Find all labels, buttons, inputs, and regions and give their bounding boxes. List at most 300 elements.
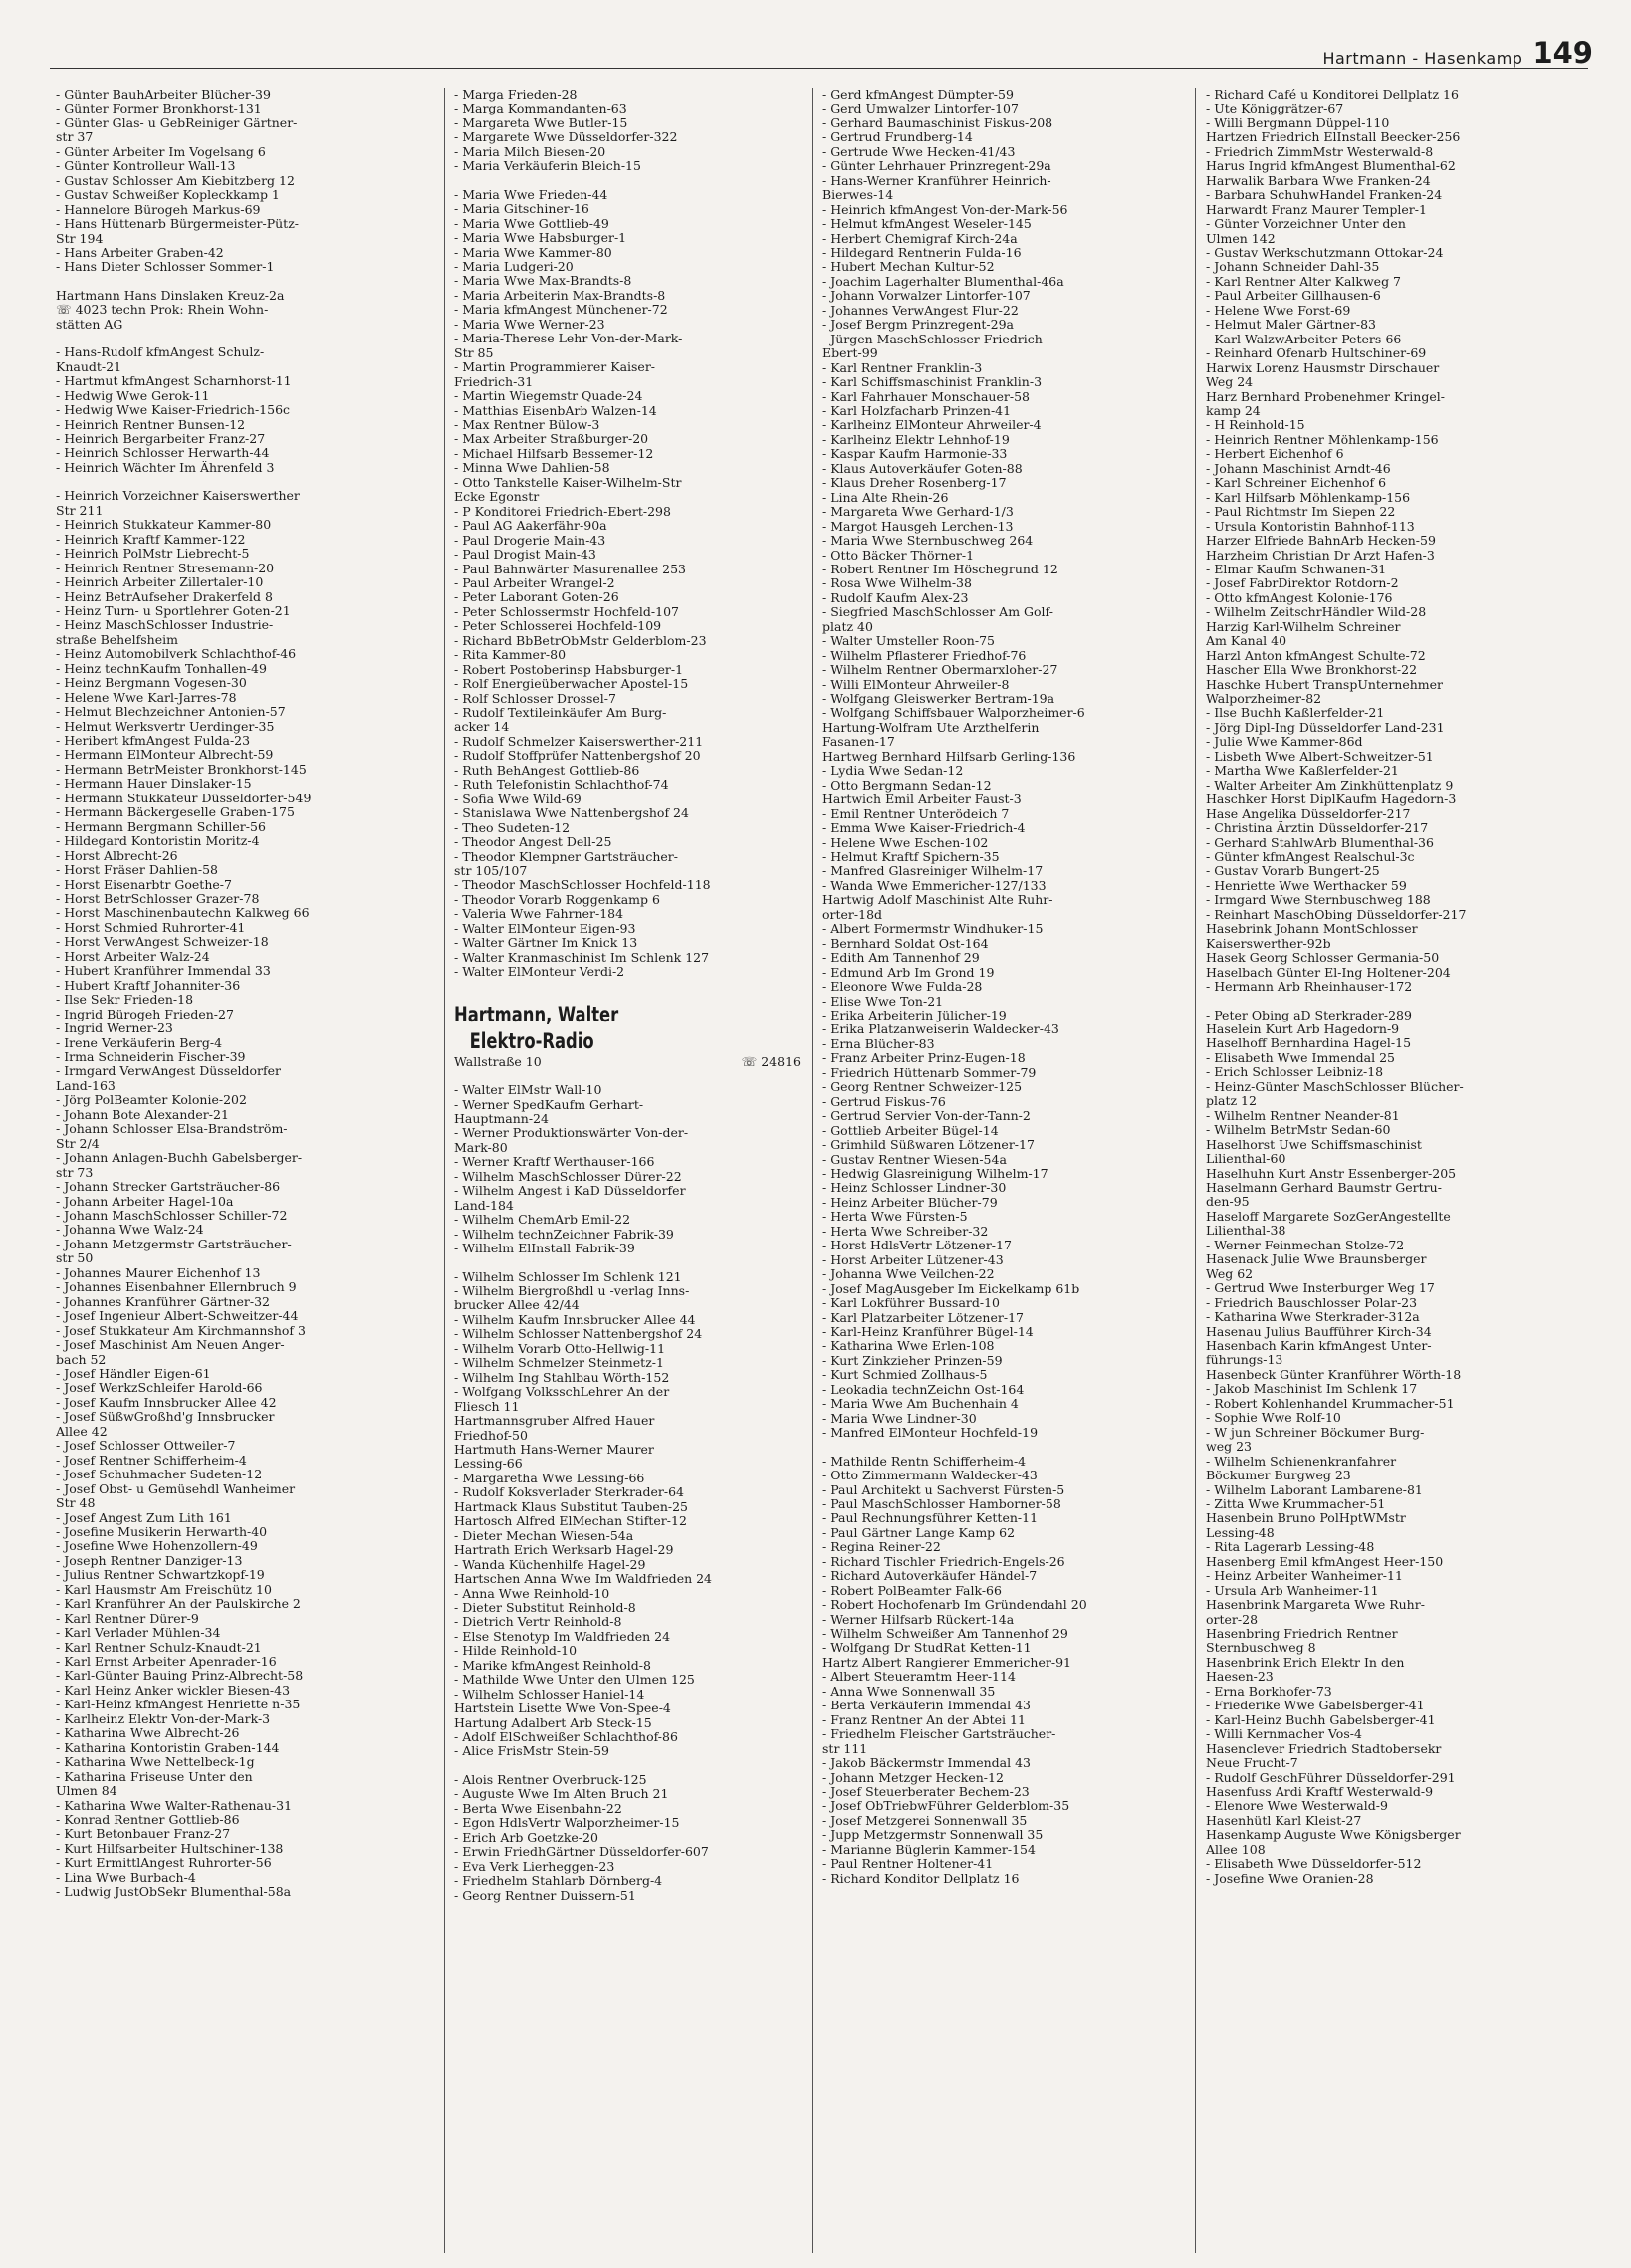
directory-entry: kamp 24 — [1206, 403, 1261, 418]
directory-entry: - Auguste Wwe Im Alten Bruch 21 — [454, 1787, 669, 1802]
directory-entry: - Kurt Hilfsarbeiter Hultschiner-138 — [56, 1841, 284, 1856]
directory-entry: str 111 — [822, 1741, 868, 1756]
directory-entry: - Karl Schreiner Eichenhof 6 — [1206, 476, 1387, 491]
directory-entry: - Walter ElMonteur Verdi-2 — [454, 965, 625, 980]
directory-entry: - Paul Bahnwärter Masurenallee 253 — [454, 562, 686, 576]
directory-entry: - Paul Gärtner Lange Kamp 62 — [822, 1525, 1016, 1540]
directory-entry: - Karl Rentner Schulz-Knaudt-21 — [56, 1640, 262, 1655]
directory-entry: - Maria Ludgeri-20 — [454, 259, 574, 274]
directory-entry: - Rudolf Koksverlader Sterkrader-64 — [454, 1485, 684, 1500]
page-number: 149 — [1532, 36, 1593, 70]
directory-entry: - Manfred ElMonteur Hochfeld-19 — [822, 1426, 1039, 1441]
column-1 — [56, 88, 414, 2253]
directory-entry: - Hermann Hauer Dinslaker-15 — [56, 777, 252, 792]
directory-entry: - Paul Arbeiter Wrangel-2 — [454, 575, 615, 590]
directory-entry: - Karl Rentner Dürer-9 — [56, 1611, 199, 1626]
directory-entry: - Horst HdlsVertr Lötzener-17 — [822, 1239, 1012, 1253]
directory-entry: - Katharina Kontoristin Graben-144 — [56, 1740, 280, 1755]
directory-entry: - Hans-Werner Kranführer Heinrich- — [822, 173, 1051, 188]
directory-entry: Fliesch 11 — [454, 1399, 520, 1414]
directory-entry: - Erna Blücher-83 — [822, 1036, 935, 1051]
directory-entry: - Ursula Arb Wanheimer-11 — [1206, 1583, 1379, 1598]
directory-entry: - Josef MagAusgeber Im Eickelkamp 61b — [822, 1281, 1080, 1296]
directory-entry: - Walter ElMstr Wall-10 — [454, 1083, 602, 1098]
directory-entry: - Horst Fräser Dahlien-58 — [56, 863, 218, 878]
directory-entry: Str 211 — [56, 503, 104, 518]
directory-entry: - Heinrich Wächter Im Ährenfeld 3 — [56, 460, 275, 475]
directory-entry: - Paul Architekt u Sachverst Fürsten-5 — [822, 1482, 1065, 1497]
directory-entry: Hase Angelika Düsseldorfer-217 — [1206, 806, 1411, 821]
directory-entry: - Michael Hilfsarb Bessemer-12 — [454, 446, 654, 461]
directory-entry: - Jakob Maschinist Im Schlenk 17 — [1206, 1382, 1418, 1397]
directory-entry: - Katharina Wwe Nettelbeck-1g — [56, 1755, 255, 1770]
directory-entry: Weg 62 — [1206, 1266, 1254, 1281]
directory-entry: - Heinz Automobilverk Schlachthof-46 — [56, 647, 297, 662]
directory-entry: - Walter Gärtner Im Knick 13 — [454, 936, 638, 951]
directory-entry: - Martha Wwe Kaßlerfelder-21 — [1206, 764, 1399, 779]
directory-entry: - Katharina Wwe Sterkrader-312a — [1206, 1310, 1420, 1325]
directory-entry: - Wilhelm ElInstall Fabrik-39 — [454, 1242, 635, 1256]
directory-entry: - Henriette Wwe Werthacker 59 — [1206, 878, 1407, 893]
directory-entry: - Gustav Rentner Wiesen-54a — [822, 1152, 1007, 1167]
directory-entry: - Otto Bergmann Sedan-12 — [822, 778, 992, 793]
directory-entry: - Maria Wwe Max-Brandts-8 — [454, 274, 632, 289]
directory-entry: - Josef Metzgerei Sonnenwall 35 — [822, 1813, 1028, 1828]
directory-entry: - Maria Wwe Habsburger-1 — [454, 231, 627, 246]
directory-entry: - Margareta Wwe Gerhard-1/3 — [822, 505, 1014, 520]
directory-entry: - Josef ObTriebwFührer Gelderblom-35 — [822, 1799, 1070, 1814]
directory-entry: - Julius Rentner Schwartzkopf-19 — [56, 1568, 265, 1583]
directory-entry: - P Konditorei Friedrich-Ebert-298 — [454, 504, 671, 519]
directory-entry: - Wilhelm Schlosser Im Schlenk 121 — [454, 1269, 682, 1284]
directory-entry: - Marike kfmAngest Reinhold-8 — [454, 1658, 651, 1673]
directory-entry: Hasenau Julius Baufführer Kirch-34 — [1206, 1324, 1432, 1339]
directory-entry: - Gustav Schweißer Kopleckkamp 1 — [56, 188, 280, 203]
directory-entry: - Elise Wwe Ton-21 — [822, 994, 944, 1009]
directory-entry: - Berta Verkäuferin Immendal 43 — [822, 1699, 1031, 1713]
directory-entry: - Georg Rentner Schweizer-125 — [822, 1080, 1023, 1095]
directory-entry: - Irene Verkäuferin Berg-4 — [56, 1035, 223, 1050]
directory-entry: - Gertrud Fiskus-76 — [822, 1094, 946, 1109]
directory-entry: - Karl Hausmstr Am Freischütz 10 — [56, 1582, 272, 1597]
directory-entry: - Johannes Maurer Eichenhof 13 — [56, 1265, 261, 1280]
directory-entry: - Johann Metzger Hecken-12 — [822, 1770, 1004, 1785]
directory-entry: - Horst Arbeiter Walz-24 — [56, 949, 210, 964]
directory-entry: - Josef FabrDirektor Rotdorn-2 — [1206, 576, 1399, 591]
directory-entry: - Dieter Mechan Wiesen-54a — [454, 1528, 634, 1543]
directory-entry: - Gertrud Servier Von-der-Tann-2 — [822, 1109, 1031, 1124]
directory-entry: Haschker Horst DiplKaufm Hagedorn-3 — [1206, 793, 1457, 807]
directory-entry: - Heinz MaschSchlosser Industrie- — [56, 618, 274, 633]
directory-entry: - Franz Arbeiter Prinz-Eugen-18 — [822, 1051, 1026, 1066]
directory-entry: - Rudolf Stoffprüfer Nattenbergshof 20 — [454, 749, 701, 764]
directory-entry: - Edmund Arb Im Grond 19 — [822, 965, 995, 980]
directory-entry: Harwalik Barbara Wwe Franken-24 — [1206, 173, 1431, 188]
directory-entry: Hartung Adalbert Arb Steck-15 — [454, 1715, 652, 1730]
directory-entry: - Wolfgang Gleiswerker Bertram-19a — [822, 692, 1055, 707]
directory-entry: - Klaus Autoverkäufer Goten-88 — [822, 461, 1023, 476]
directory-entry: - Karl-Heinz Kranführer Bügel-14 — [822, 1324, 1034, 1339]
directory-entry: - Emma Wwe Kaiser-Friedrich-4 — [822, 821, 1026, 836]
directory-entry: platz 40 — [822, 619, 873, 634]
directory-entry: - Erich Arb Goetzke-20 — [454, 1830, 598, 1845]
directory-entry: platz 12 — [1206, 1094, 1257, 1109]
directory-entry: Land-184 — [454, 1198, 514, 1213]
directory-entry: - Maria Wwe Gottlieb-49 — [454, 216, 609, 231]
directory-entry: Hasenberg Emil kfmAngest Heer-150 — [1206, 1554, 1444, 1569]
directory-entry: - Otto kfmAngest Kolonie-176 — [1206, 590, 1393, 605]
directory-entry: - Else Stenotyp Im Waldfrieden 24 — [454, 1629, 671, 1644]
directory-entry: Harzer Elfriede BahnArb Hecken-59 — [1206, 534, 1436, 549]
directory-entry: - Ilse Buchh Kaßlerfelder-21 — [1206, 706, 1385, 721]
directory-entry: - Richard Autoverkäufer Händel-7 — [822, 1569, 1038, 1584]
directory-entry: - Karl Schiffsmaschinist Franklin-3 — [822, 375, 1043, 390]
directory-entry: - Peter Schlosserei Hochfeld-109 — [454, 619, 662, 634]
directory-entry: Neue Frucht-7 — [1206, 1756, 1298, 1771]
directory-entry: Ecke Egonstr — [454, 490, 540, 505]
directory-entry: - Maria Wwe Lindner-30 — [822, 1411, 977, 1426]
directory-entry: - Emil Rentner Unterödeich 7 — [822, 806, 1010, 821]
column-divider — [812, 88, 813, 2253]
directory-entry: Hartosch Alfred ElMechan Stifter-12 — [454, 1514, 687, 1529]
directory-entry: - Horst Maschinenbautechn Kalkweg 66 — [56, 906, 310, 921]
directory-entry: - Josef Schuhmacher Sudeten-12 — [56, 1468, 263, 1482]
heading-advertisement: Hartmann, Walter — [454, 1002, 619, 1026]
heading-advertisement: Elektro-Radio — [469, 1028, 594, 1053]
directory-entry: - Paul MaschSchlosser Hamborner-58 — [822, 1496, 1061, 1511]
directory-entry: Hartmuth Hans-Werner Maurer — [454, 1442, 654, 1457]
directory-entry: - Wilhelm technZeichner Fabrik-39 — [454, 1227, 674, 1242]
directory-entry: - Theodor MaschSchlosser Hochfeld-118 — [454, 878, 711, 893]
directory-entry: - Richard Tischler Friedrich-Engels-26 — [822, 1554, 1065, 1569]
directory-entry: - Paul Rentner Holtener-41 — [822, 1857, 994, 1872]
directory-entry: - Sofia Wwe Wild-69 — [454, 792, 582, 806]
directory-entry: - Karl Ernst Arbeiter Apenrader-16 — [56, 1655, 277, 1670]
directory-entry: - Karl Platzarbeiter Lötzener-17 — [822, 1310, 1024, 1325]
directory-entry: ☏ 4023 techn Prok: Rhein Wohn- — [56, 303, 269, 318]
directory-entry: - Wilhelm Vorarb Otto-Hellwig-11 — [454, 1341, 666, 1356]
directory-entry: - Johann Bote Alexander-21 — [56, 1107, 229, 1122]
directory-entry: - Maria Wwe Sternbuschweg 264 — [822, 534, 1034, 549]
directory-entry: Harwardt Franz Maurer Templer-1 — [1206, 202, 1427, 217]
directory-entry: - Helmut kfmAngest Weseler-145 — [822, 217, 1032, 232]
directory-entry: Str 85 — [454, 345, 494, 360]
directory-entry: - Johann Strecker Gartsträucher-86 — [56, 1180, 281, 1195]
directory-entry: - Karl-Heinz Buchh Gabelsberger-41 — [1206, 1712, 1436, 1727]
directory-entry: - Hans-Rudolf kfmAngest Schulz- — [56, 345, 265, 360]
directory-entry: - Heinrich Kraftf Kammer-122 — [56, 532, 246, 547]
directory-entry: - Lisbeth Wwe Albert-Schweitzer-51 — [1206, 749, 1434, 764]
directory-entry: - Friedhelm Fleischer Gartsträucher- — [822, 1727, 1056, 1742]
directory-entry: - Herta Wwe Fürsten-5 — [822, 1210, 968, 1225]
ad-phone: ☏ 24816 — [741, 1054, 801, 1069]
directory-entry: Walporzheimer-82 — [1206, 692, 1322, 707]
directory-entry: - Irmgard VerwAngest Düsseldorfer — [56, 1064, 282, 1079]
directory-entry: - Richard Konditor Dellplatz 16 — [822, 1871, 1020, 1886]
directory-entry: - Günter Vorzeichner Unter den — [1206, 217, 1406, 232]
directory-entry: - Johann MaschSchlosser Schiller-72 — [56, 1208, 288, 1223]
directory-entry: - Johann Metzgermstr Gartsträucher- — [56, 1237, 292, 1251]
directory-entry: - Willi ElMonteur Ahrweiler-8 — [822, 677, 1010, 692]
directory-entry: - Rudolf Kaufm Alex-23 — [822, 590, 969, 605]
directory-entry: - Heinrich Rentner Möhlenkamp-156 — [1206, 432, 1439, 447]
directory-entry: Str 48 — [56, 1496, 96, 1511]
directory-entry: - Paul Rechnungsführer Ketten-11 — [822, 1511, 1039, 1526]
directory-entry: - Theodor Vorarb Roggenkamp 6 — [454, 892, 660, 907]
directory-entry: - Heinz BetrAufseher Drakerfeld 8 — [56, 589, 273, 604]
directory-entry: - Karl-Heinz kfmAngest Henriette n-35 — [56, 1698, 301, 1712]
directory-entry: führungs-13 — [1206, 1353, 1283, 1368]
directory-entry: - Johanna Wwe Walz-24 — [56, 1223, 204, 1238]
directory-entry: - Margarete Wwe Düsseldorfer-322 — [454, 130, 678, 145]
directory-entry: - Peter Laborant Goten-26 — [454, 590, 619, 605]
directory-entry: - Heinz Turn- u Sportlehrer Goten-21 — [56, 603, 291, 618]
directory-entry: Haselhorst Uwe Schiffsmaschinist — [1206, 1137, 1422, 1152]
column-4 — [1206, 88, 1564, 2253]
directory-entry: - Robert Hochofenarb Im Gründendahl 20 — [822, 1598, 1087, 1613]
directory-entry: - Elisabeth Wwe Immendal 25 — [1206, 1050, 1395, 1065]
directory-entry: - Horst Eisenarbtr Goethe-7 — [56, 877, 232, 892]
directory-entry: - Otto Zimmermann Waldecker-43 — [822, 1469, 1038, 1483]
directory-entry: - Günter BauhArbeiter Blücher-39 — [56, 88, 271, 102]
directory-entry: Harz Bernhard Probenehmer Kringel- — [1206, 389, 1445, 404]
directory-entry: - Josef Rentner Schifferheim-4 — [56, 1453, 247, 1468]
directory-entry: - Manfred Glasreiniger Wilhelm-17 — [822, 864, 1044, 879]
directory-entry: Friedrich-31 — [454, 374, 534, 389]
directory-entry: - Josef Obst- u Gemüsehdl Wanheimer — [56, 1481, 296, 1496]
directory-entry: - Robert Rentner Im Höschegrund 12 — [822, 562, 1058, 576]
directory-entry: - Maria Wwe Kammer-80 — [454, 245, 612, 260]
directory-entry: - Karlheinz Elektr Von-der-Mark-3 — [56, 1711, 271, 1726]
directory-entry: - Gerd Umwalzer Lintorfer-107 — [822, 102, 1019, 116]
directory-entry: Hasenack Julie Wwe Braunsberger — [1206, 1252, 1427, 1267]
directory-entry: - Wilhelm BetrMstr Sedan-60 — [1206, 1123, 1391, 1138]
directory-entry: - H Reinhold-15 — [1206, 418, 1305, 433]
directory-entry: - Peter Schlossermstr Hochfeld-107 — [454, 604, 679, 619]
directory-entry: - Helmut Maler Gärtner-83 — [1206, 318, 1376, 333]
directory-entry: - Johannes Kranführer Gärtner-32 — [56, 1294, 270, 1309]
directory-entry: - Irma Schneiderin Fischer-39 — [56, 1050, 246, 1064]
directory-entry: - Stanislawa Wwe Nattenbergshof 24 — [454, 806, 689, 821]
directory-entry: - Hildegard Kontoristin Moritz-4 — [56, 834, 260, 849]
directory-entry: - Ursula Kontoristin Bahnhof-113 — [1206, 519, 1415, 534]
directory-entry: - Hermann Bäckergeselle Graben-175 — [56, 805, 295, 820]
directory-entry: - Rudolf Textileinkäufer Am Burg- — [454, 706, 667, 721]
directory-entry: - Johann Arbeiter Hagel-10a — [56, 1194, 234, 1209]
directory-entry: Hartmannsgruber Alfred Hauer — [454, 1414, 655, 1429]
running-head: Hartmann - Hasenkamp — [1322, 49, 1523, 68]
directory-entry: Hartz Albert Rangierer Emmericher-91 — [822, 1655, 1071, 1670]
directory-entry: Am Kanal 40 — [1206, 634, 1287, 649]
directory-entry: - Josef SüßwGroßhd'g Innsbrucker — [56, 1410, 275, 1425]
directory-entry: - Karl Kranführer An der Paulskirche 2 — [56, 1597, 301, 1612]
directory-entry: Land-163 — [56, 1078, 116, 1093]
directory-entry: - Hartmut kfmAngest Scharnhorst-11 — [56, 374, 292, 389]
directory-entry: - Eleonore Wwe Fulda-28 — [822, 980, 983, 995]
directory-entry: str 105/107 — [454, 864, 528, 879]
directory-entry: - Albert Steueramtm Heer-114 — [822, 1670, 1016, 1685]
directory-entry: orter-28 — [1206, 1612, 1259, 1627]
directory-entry: - Günter Former Bronkhorst-131 — [56, 102, 262, 116]
ad-address: Wallstraße 10 — [454, 1054, 542, 1069]
directory-entry: - Kurt Schmied Zollhaus-5 — [822, 1368, 988, 1383]
directory-entry: - Alice FrisMstr Stein-59 — [454, 1744, 609, 1759]
directory-entry: - Valeria Wwe Fahrner-184 — [454, 907, 624, 922]
directory-entry: - Helmut Kraftf Spichern-35 — [822, 850, 1000, 865]
directory-entry: acker 14 — [454, 720, 510, 735]
directory-entry: - Gerd kfmAngest Dümpter-59 — [822, 88, 1014, 102]
directory-entry: stätten AG — [56, 317, 123, 332]
directory-entry: - Paul Drogist Main-43 — [454, 548, 596, 563]
directory-entry: - Richard BbBetrObMstr Gelderblom-23 — [454, 633, 707, 648]
directory-entry: - Robert Postoberinsp Habsburger-1 — [454, 662, 684, 677]
directory-entry: Hauptmann-24 — [454, 1112, 549, 1126]
directory-entry: Lilienthal-38 — [1206, 1224, 1286, 1239]
header-rule — [50, 68, 1588, 69]
directory-entry: Lilienthal-60 — [1206, 1152, 1286, 1167]
directory-entry: Hartschen Anna Wwe Im Waldfrieden 24 — [454, 1572, 713, 1587]
directory-entry: - Barbara SchuhwHandel Franken-24 — [1206, 188, 1443, 203]
directory-entry: - Ilse Sekr Frieden-18 — [56, 993, 194, 1008]
directory-entry: - Ute Königgrätzer-67 — [1206, 102, 1344, 116]
directory-entry: - Friederike Wwe Gabelsberger-41 — [1206, 1699, 1425, 1713]
directory-entry: - Karl Rentner Franklin-3 — [822, 360, 983, 375]
directory-entry: Hasenfuss Ardi Kraftf Westerwald-9 — [1206, 1785, 1434, 1800]
directory-entry: - Hermann Arb Rheinhauser-172 — [1206, 980, 1413, 995]
directory-entry: - Matthias EisenbArb Walzen-14 — [454, 403, 657, 418]
directory-entry: Friedhof-50 — [454, 1428, 528, 1443]
directory-entry: - Wilhelm MaschSchlosser Dürer-22 — [454, 1169, 682, 1184]
directory-entry: Fasanen-17 — [822, 735, 895, 750]
directory-entry: - Josef Stukkateur Am Kirchmannshof 3 — [56, 1323, 306, 1338]
directory-entry: - Wilhelm Schweißer Am Tannenhof 29 — [822, 1627, 1068, 1642]
directory-entry: - Werner Produktionswärter Von-der- — [454, 1126, 689, 1141]
directory-entry: - Josef Ingenieur Albert-Schweitzer-44 — [56, 1309, 299, 1324]
directory-entry: - Joachim Lagerhalter Blumenthal-46a — [822, 274, 1064, 289]
directory-entry: - Karl Heinz Anker wickler Biesen-43 — [56, 1683, 291, 1698]
directory-entry: Hartrath Erich Werksarb Hagel-29 — [454, 1543, 674, 1558]
directory-entry: - Walter Umsteller Roon-75 — [822, 634, 995, 649]
directory-entry: - Karlheinz ElMonteur Ahrweiler-4 — [822, 418, 1042, 433]
directory-entry: - Gertrude Wwe Hecken-41/43 — [822, 144, 1016, 159]
directory-entry: - Wilhelm ZeitschrHändler Wild-28 — [1206, 605, 1427, 620]
directory-entry: - Paul Drogerie Main-43 — [454, 533, 606, 548]
directory-entry: - Marga Frieden-28 — [454, 88, 578, 102]
directory-entry: - Heinrich Arbeiter Zillertaler-10 — [56, 575, 264, 590]
directory-entry: straße Behelfsheim — [56, 632, 178, 647]
directory-entry: Hasek Georg Schlosser Germania-50 — [1206, 951, 1440, 966]
directory-entry: - Karlheinz Elektr Lehnhof-19 — [822, 432, 1010, 447]
directory-entry: - Max Rentner Bülow-3 — [454, 417, 600, 432]
directory-entry: - Regina Reiner-22 — [822, 1540, 941, 1555]
directory-entry: - Otto Bäcker Thörner-1 — [822, 548, 975, 563]
directory-entry: - Friedrich Hüttenarb Sommer-79 — [822, 1065, 1037, 1080]
directory-entry: - Erika Arbeiterin Jülicher-19 — [822, 1009, 1007, 1022]
directory-entry: - Josef Kaufm Innsbrucker Allee 42 — [56, 1395, 277, 1410]
directory-entry: Hartmack Klaus Substitut Tauben-25 — [454, 1499, 689, 1514]
directory-entry: - Wilhelm Rentner Obermarxloher-27 — [822, 663, 1058, 678]
directory-entry: Hartwich Emil Arbeiter Faust-3 — [822, 793, 1022, 807]
directory-entry: str 37 — [56, 130, 94, 145]
directory-entry: - Dietrich Vertr Reinhold-8 — [454, 1615, 622, 1630]
directory-entry: - Ruth BehAngest Gottlieb-86 — [454, 763, 640, 778]
directory-entry: - Wanda Wwe Emmericher-127/133 — [822, 878, 1047, 893]
directory-entry: - Maria Milch Biesen-20 — [454, 144, 606, 159]
directory-entry: - Wilhelm Biergroßhdl u -verlag Inns- — [454, 1283, 690, 1298]
directory-entry: - Elenore Wwe Westerwald-9 — [1206, 1799, 1388, 1814]
directory-entry: - Martin Wiegemstr Quade-24 — [454, 389, 643, 404]
directory-entry: - Wilhelm Kaufm Innsbrucker Allee 44 — [454, 1312, 696, 1327]
directory-entry: - Kurt Zinkzieher Prinzen-59 — [822, 1353, 1003, 1368]
directory-entry: - Josef Bergm Prinzregent-29a — [822, 318, 1014, 333]
directory-entry: Hasenbach Karin kfmAngest Unter- — [1206, 1338, 1432, 1353]
directory-entry: - Walter ElMonteur Eigen-93 — [454, 921, 636, 936]
directory-entry: - Horst Schmied Ruhrorter-41 — [56, 920, 246, 935]
directory-entry: - Edith Am Tannenhof 29 — [822, 951, 980, 966]
directory-entry: - Rolf Schlosser Drossel-7 — [454, 691, 616, 706]
directory-entry: - Rita Kammer-80 — [454, 648, 567, 663]
directory-entry: - Johannes Eisenbahner Ellernbruch 9 — [56, 1280, 297, 1295]
directory-entry: - Lina Wwe Burbach-4 — [56, 1870, 196, 1885]
directory-entry: - Peter Obing aD Sterkrader-289 — [1206, 1008, 1412, 1022]
directory-entry: Böckumer Burgweg 23 — [1206, 1469, 1351, 1483]
directory-entry: - Maria Verkäuferin Bleich-15 — [454, 159, 641, 174]
directory-entry: Haselhuhn Kurt Anstr Essenberger-205 — [1206, 1166, 1457, 1181]
directory-entry: - Hermann Bergmann Schiller-56 — [56, 819, 266, 834]
directory-entry: - Klaus Dreher Rosenberg-17 — [822, 476, 1007, 491]
directory-entry: - Helene Wwe Forst-69 — [1206, 303, 1351, 318]
directory-entry: - Herbert Chemigraf Kirch-24a — [822, 231, 1018, 246]
directory-entry: - Gustav Schlosser Am Kiebitzberg 12 — [56, 173, 295, 188]
directory-entry: - Paul Richtmstr Im Siepen 22 — [1206, 505, 1396, 520]
directory-entry: - Bernhard Soldat Ost-164 — [822, 936, 989, 951]
directory-entry: orter-18d — [822, 907, 883, 922]
directory-entry: - Ingrid Werner-23 — [56, 1021, 173, 1036]
directory-entry: - Wolfgang Schiffsbauer Walporzheimer-6 — [822, 706, 1085, 721]
directory-entry: Hartung-Wolfram Ute Arzthelferin — [822, 720, 1040, 735]
directory-entry: - Günter kfmAngest Realschul-3c — [1206, 850, 1415, 865]
directory-entry: str 50 — [56, 1251, 94, 1266]
directory-entry: - Max Arbeiter Straßburger-20 — [454, 432, 649, 447]
directory-entry: - Gustav Werkschutzmann Ottokar-24 — [1206, 245, 1444, 260]
directory-entry: - Helene Wwe Karl-Jarres-78 — [56, 690, 237, 705]
directory-entry: - Wilhelm Ing Stahlbau Wörth-152 — [454, 1370, 670, 1385]
directory-entry: - Minna Wwe Dahlien-58 — [454, 461, 610, 476]
directory-entry: - Wanda Küchenhilfe Hagel-29 — [454, 1557, 646, 1572]
directory-entry: - Heinrich Rentner Stresemann-20 — [56, 561, 275, 575]
directory-entry: - Rudolf GeschFührer Düsseldorfer-291 — [1206, 1770, 1456, 1785]
directory-entry: - Hubert Kranführer Immendal 33 — [56, 964, 271, 979]
directory-entry: Bierwes-14 — [822, 188, 894, 203]
directory-entry: - Johann Vorwalzer Lintorfer-107 — [822, 289, 1031, 304]
directory-entry: - Gottlieb Arbeiter Bügel-14 — [822, 1123, 999, 1138]
directory-entry: Hartstein Lisette Wwe Von-Spee-4 — [454, 1701, 671, 1716]
directory-entry: - Maria kfmAngest Münchener-72 — [454, 303, 668, 318]
directory-entry: - Johanna Wwe Veilchen-22 — [822, 1267, 995, 1282]
directory-entry: - Katharina Friseuse Unter den — [56, 1769, 253, 1784]
directory-entry: - Maria-Therese Lehr Von-der-Mark- — [454, 332, 683, 346]
directory-entry: - Friedrich ZimmMstr Westerwald-8 — [1206, 144, 1434, 159]
directory-entry: - Heinrich PolMstr Liebrecht-5 — [56, 547, 250, 562]
directory-entry: - Zitta Wwe Krummacher-51 — [1206, 1496, 1386, 1511]
directory-entry: - Marga Kommandanten-63 — [454, 102, 627, 116]
directory-entry: - Rolf Energieüberwacher Apostel-15 — [454, 677, 689, 692]
directory-entry: - Werner Feinmechan Stolze-72 — [1206, 1238, 1405, 1252]
directory-entry: - Gustav Vorarb Bungert-25 — [1206, 864, 1380, 879]
directory-entry: - Rudolf Schmelzer Kaiserswerther-211 — [454, 734, 704, 749]
directory-entry: brucker Allee 42/44 — [454, 1298, 580, 1313]
directory-entry: - Hubert Mechan Kultur-52 — [822, 260, 995, 275]
